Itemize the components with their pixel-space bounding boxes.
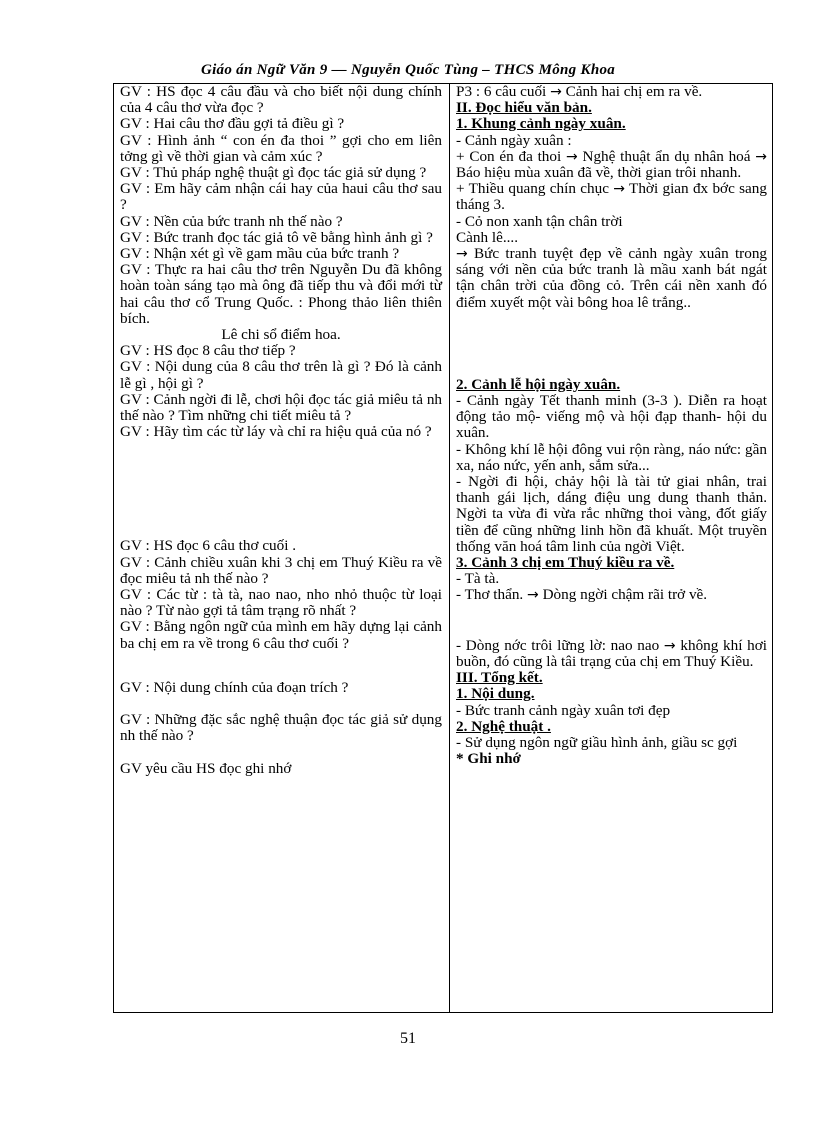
question: GV : Nội dung của 8 câu thơ trên là gì ? Đó là cảnh lễ gì , hội gì ? (120, 358, 442, 392)
content-line: Cành lê.... (456, 228, 519, 246)
content-column (456, 84, 767, 767)
content-line: - Không khí lễ hội đông vui rộn ràng, náo nức: gần xa, náo nức, yến anh, sắm sửa... (456, 440, 767, 474)
content-line: - Cỏ non xanh tận chân trời (456, 212, 623, 230)
subsection-heading: 2. Nghệ thuật . (456, 717, 551, 735)
question: GV : Hãy tìm các từ láy và chỉ ra hiệu quả của nó ? (120, 423, 432, 441)
column-divider (449, 84, 450, 1012)
arrow-icon: → (613, 181, 625, 198)
part-line (456, 84, 767, 100)
teacher-questions-column (120, 84, 442, 777)
question: GV : Thực ra hai câu thơ trên Nguyễn Du đã không hoàn toàn sáng tạo mà ông đã tiếp thu và đổi mới từ hai câu thơ cổ Trung Quốc. : Phong thảo liên thiên bích. (120, 261, 442, 327)
content-line: - Cảnh ngày Tết thanh minh (3-3 ). Diễn ra hoạt động tảo mộ- viếng mộ và hội đạp thanh- hội du xuân. (456, 392, 767, 442)
note-heading: * Ghi nhớ (456, 750, 521, 768)
content-line: - Bức tranh cảnh ngày xuân tơi đẹp (456, 701, 671, 719)
content-line: → Bức tranh tuyệt đẹp về cảnh ngày xuân trong sáng với nền của bức tranh là mầu xanh bát ngát tận chân trời của đồng cỏ. Trên cái nền xanh đó điểm xuyết một vài bông hoa lê trắng.. (456, 245, 768, 311)
subsection-heading: 3. Cảnh 3 chị em Thuý kiều ra về. (456, 554, 675, 572)
section-heading: III. Tổng kết. (456, 669, 543, 687)
content-line: - Cảnh ngày xuân : (456, 131, 572, 149)
arrow-icon: → (755, 148, 768, 165)
question: GV : HS đọc 8 câu thơ tiếp ? (120, 342, 296, 360)
section-heading: II. Đọc hiểu văn bản. (456, 99, 592, 117)
arrow-icon: → (527, 587, 539, 604)
content-line: + Thiều quang chín chục → Thời gian đx bớc sang tháng 3. (456, 180, 767, 214)
subsection-heading: 1. Nội dung. (456, 685, 535, 703)
question: GV : Thủ pháp nghệ thuật gì đọc tác giả sử dụng ? (120, 164, 427, 182)
question: GV : Nhận xét gì về gam mầu của bức tranh ? (120, 245, 400, 263)
poem-line: Lê chi sổ điểm hoa. (221, 326, 341, 344)
question: GV : Nền của bức tranh nh thế nào ? (120, 212, 343, 230)
question: GV : Cảnh chiều xuân khi 3 chị em Thuý Kiều ra về đọc miêu tả nh thế nào ? (120, 553, 442, 587)
lesson-table (113, 83, 773, 1013)
content-line: - Tà tà. (456, 570, 500, 588)
question: GV : Các từ : tà tà, nao nao, nho nhỏ thuộc từ loại nào ? Từ nào gợi tả tâm trạng rõ nhất ? (120, 586, 442, 620)
question: GV : Cảnh ngời đi lễ, chơi hội đọc tác giả miêu tả nh thế nào ? Tìm những chi tiết miêu tả ? (120, 390, 442, 425)
subsection-heading: 2. Cảnh lễ hội ngày xuân. (456, 375, 621, 393)
content-line: - Dòng nớc trôi lững lờ: nao nao → không khí hơi buồn, đó cũng là tâi trạng của chị em Thuý Kiều. (456, 636, 768, 670)
question: GV : HS đọc 6 câu thơ cuối . (120, 537, 297, 555)
question: GV : Hai câu thơ đầu gợi tả điều gì ? (120, 115, 345, 133)
subsection-heading: 1. Khung cảnh ngày xuân. (456, 115, 626, 133)
arrow-icon: → (565, 148, 578, 165)
question: GV yêu cầu HS đọc ghi nhớ (120, 759, 292, 777)
question: GV : Nội dung chính của đoạn trích ? (120, 678, 349, 696)
page-number: 51 (400, 1030, 416, 1047)
content-line: - Sử dụng ngôn ngữ giầu hình ảnh, giầu sc gợi (456, 733, 738, 751)
question: GV : Bằng ngôn ngữ của mình em hãy dựng lại cảnh ba chị em ra về trong 6 câu thơ cuối ? (120, 618, 442, 652)
question: GV : Hình ảnh “ con én đa thoi ” gợi cho em liên tởng gì về thời gian và cảm xúc ? (120, 131, 442, 165)
part-label: P3 : 6 câu cuối (456, 83, 547, 100)
content-line: + Con én đa thoi → Nghệ thuật ẩn dụ nhân hoá → Báo hiệu mùa xuân đã về, thời gian trôi nhanh. (456, 147, 768, 182)
question: GV : Em hãy cảm nhận cái hay của haui câu thơ sau ? (120, 180, 442, 214)
page-header: Giáo án Ngữ Văn 9 — Nguyễn Quốc Tùng – THCS Mông Khoa (200, 62, 616, 78)
arrow-icon: → (550, 84, 562, 100)
arrow-icon: → (663, 637, 676, 654)
arrow-icon: → (456, 246, 468, 263)
content-line: - Ngời đi hội, chảy hội là tài tử giai nhân, trai thanh gái lịch, dáng điệu ung dung thanh thản. Ngời ta vừa đi vừa rắc những thoi vàng, đốt giấy tiền để cũng những linh hồn đã khuất. Một truyền thống văn hoá tâm linh của ngời Việt. (456, 473, 767, 555)
content-line: - Thơ thẩn. → Dòng ngời chậm rãi trở về. (456, 586, 708, 604)
question: GV : HS đọc 4 câu đầu và cho biết nội dung chính của 4 câu thơ vừa đọc ? (120, 83, 442, 117)
part-desc: Cảnh hai chị em ra về. (565, 83, 703, 100)
question: GV : Bức tranh đọc tác giả tô vẽ bằng hình ảnh gì ? (120, 228, 433, 246)
question: GV : Những đặc sắc nghệ thuận đọc tác giả sử dụng nh thế nào ? (120, 711, 442, 745)
